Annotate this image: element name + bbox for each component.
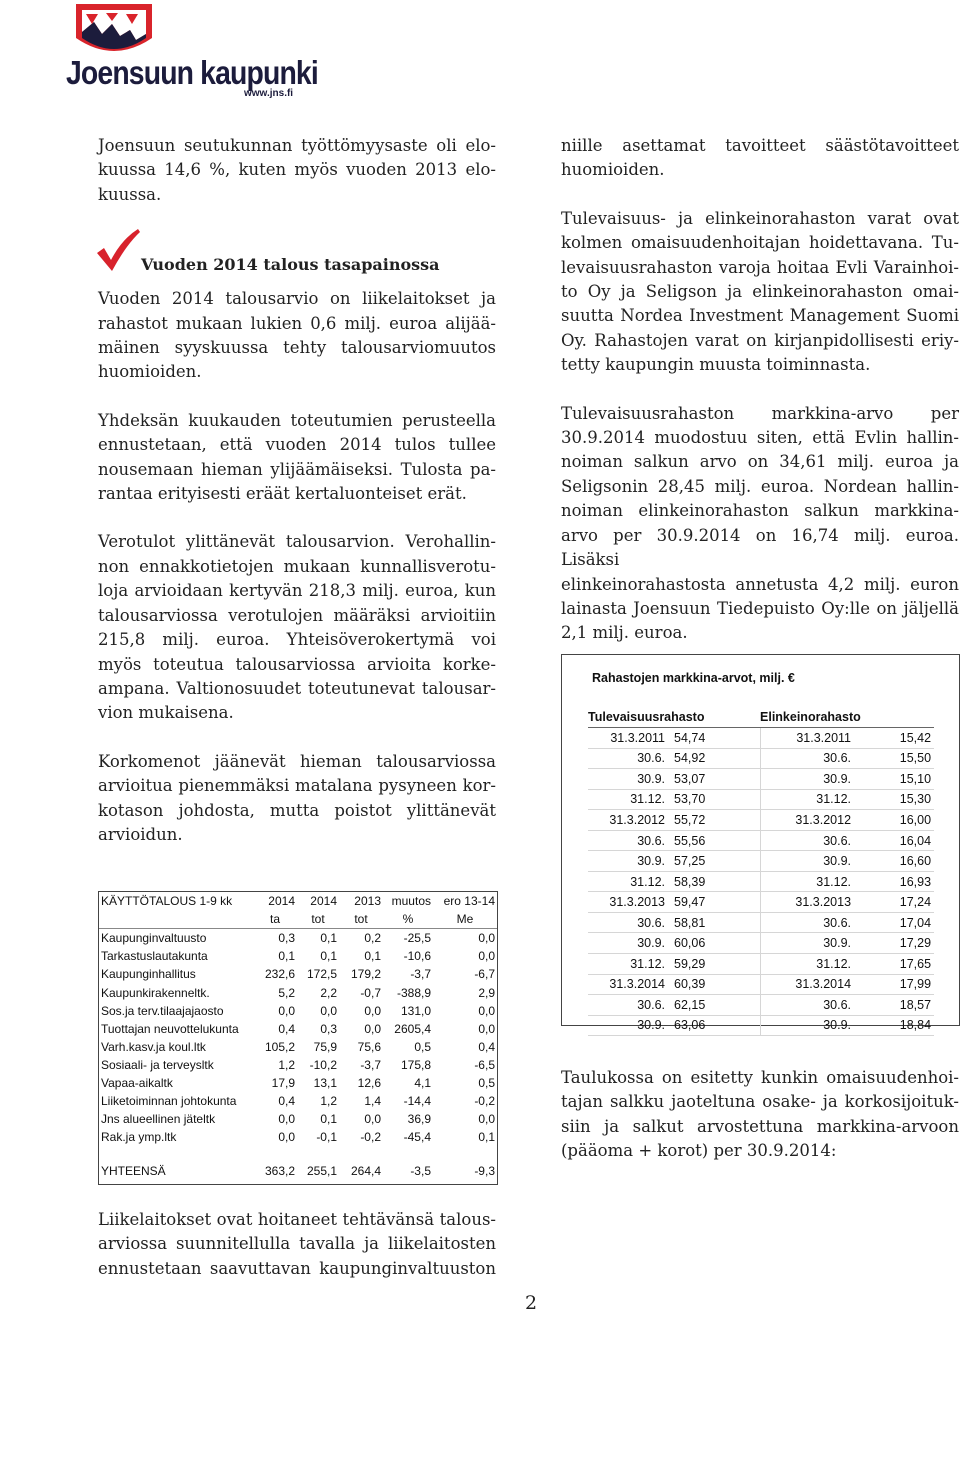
section-heading: Vuoden 2014 talous tasapainossa xyxy=(141,255,440,275)
fund-value: 57,25 xyxy=(668,851,760,872)
row-value: 0,0 xyxy=(364,1003,381,1018)
row-value: 0,1 xyxy=(478,1130,495,1145)
fund-table-row xyxy=(588,912,934,933)
row-value: 131,0 xyxy=(400,1003,431,1018)
fund-table-row xyxy=(588,769,934,790)
row-label: Sos.ja terv.tilaajajaosto xyxy=(101,1003,224,1018)
row-value: 0,0 xyxy=(478,1112,495,1127)
col-header-future-fund: Tulevaisuusrahasto xyxy=(588,707,760,728)
row-value: 36,9 xyxy=(407,1112,431,1127)
checkmark-icon xyxy=(94,227,140,273)
fund-date: 30.9. xyxy=(588,769,668,790)
fund-value: 17,24 xyxy=(854,892,934,913)
fund-date: 31.3.2012 xyxy=(760,810,854,831)
fund-value: 18,57 xyxy=(854,995,934,1016)
row-value: -3,7 xyxy=(410,967,431,982)
row-value: 0,0 xyxy=(478,949,495,964)
fund-value: 18,84 xyxy=(854,1015,934,1036)
row-value: 179,2 xyxy=(350,967,381,982)
fund-table-title: Rahastojen markkina-arvot, milj. € xyxy=(592,671,795,685)
row-value: 172,5 xyxy=(306,967,337,982)
row-value: 0,0 xyxy=(478,1003,495,1018)
fund-value: 17,04 xyxy=(854,912,934,933)
row-value: 0,2 xyxy=(364,931,381,946)
row-value: 0,0 xyxy=(278,1003,295,1018)
fund-date: 30.9. xyxy=(588,851,668,872)
row-value: 0,4 xyxy=(278,1021,295,1036)
row-value: 1,2 xyxy=(278,1057,295,1072)
paragraph-budget: Vuoden 2014 talousarvio on liikelaitokset ja rahastot mukaan lukien 0,6 milj. euroa alijää- mäinen syyskuussa tehty talousarviomuutos huomioiden. xyxy=(98,289,496,382)
fund-value: 16,04 xyxy=(854,830,934,851)
fund-date: 31.3.2011 xyxy=(588,728,668,749)
city-crest-icon xyxy=(76,4,152,60)
paragraph-interest: Korkomenot jäänevät hieman talousarviossa arvioitua pienemmäksi matalana pysyneen kor- kotason johdosta, mutta poistot ylittänevät arvioidun. xyxy=(98,751,496,844)
fund-table-row xyxy=(588,728,934,749)
paragraph-enterprises: Liikelaitokset ovat hoitaneet tehtävänsä talous- arviossa suunnitellulla tavalla ja liikelaitosten ennustetaan saavuttavan kaupunginvaltuuston xyxy=(98,1210,496,1278)
row-label: Kaupunkirakenneltk. xyxy=(101,985,210,1000)
row-value: -10,2 xyxy=(309,1057,337,1072)
fund-value: 62,15 xyxy=(668,995,760,1016)
row-value: 0,3 xyxy=(278,931,295,946)
fund-date: 31.12. xyxy=(760,954,854,975)
row-value: 0,1 xyxy=(320,1112,337,1127)
table-header-row: KÄYTTÖTALOUS 1-9 kk 2014 2014 2013 muutos ero 13-14 xyxy=(101,894,495,909)
row-value: 1,4 xyxy=(364,1094,381,1109)
city-logo xyxy=(66,4,318,100)
fund-value: 58,39 xyxy=(668,871,760,892)
table-row xyxy=(99,983,497,1001)
row-value: 5,2 xyxy=(278,985,295,1000)
row-value: 4,1 xyxy=(414,1075,431,1090)
row-label: Kaupunginvaltuusto xyxy=(101,931,207,946)
table-row xyxy=(99,1002,497,1020)
fund-date: 30.6. xyxy=(760,748,854,769)
paragraph-fund-managers: Tulevaisuus- ja elinkeinorahaston varat ovat kolmen omaisuudenhoitajan hoidettavana. Tu- levaisuusrahaston varoja hoitaa Evli Varainhoi- to Oy ja Seligson ja elinkeinorahaston omai- suutta Nordea Investment Management Suomi Oy. Rahastojen varat on kirjanpidollisesti eriy- tetty kaupungin muusta toiminnasta. xyxy=(561,208,959,375)
row-value: 1,2 xyxy=(320,1094,337,1109)
row-value: 0,1 xyxy=(320,931,337,946)
fund-table-row xyxy=(588,851,934,872)
fund-date: 31.3.2014 xyxy=(760,974,854,995)
row-value: -0,2 xyxy=(360,1130,381,1145)
fund-table-row xyxy=(588,810,934,831)
row-value: -0,1 xyxy=(316,1130,337,1145)
row-value: -10,6 xyxy=(403,949,431,964)
paragraph-savings-targets: niille asettamat tavoitteet säästötavoitteet huomioiden. xyxy=(561,136,959,180)
row-value: 2,9 xyxy=(478,985,495,1000)
fund-value: 15,30 xyxy=(854,789,934,810)
fund-date: 31.3.2012 xyxy=(588,810,668,831)
fund-value: 17,65 xyxy=(854,954,934,975)
paragraph-tax-revenue: Verotulot ylittänevät talousarvion. Verohallin- non ennakkotietojen mukaan kunnallisverotu- loja arvioidaan kertyvän 218,3 milj. euroa, kun talousarviossa verotulojen määräksi arvioitiin 215,8 milj. euroa. Yhteisöverokertymä voi myös toteutua talousarviossa arvioita korke- ampana. Valtionosuudet toteutunevat talousar- vion mukaisena. xyxy=(98,532,496,723)
paragraph-market-value: Tulevaisuusrahaston markkina-arvo per 30.9.2014 muodostuu siten, että Evlin hallin- noiman salkun arvo on 34,61 milj. euroa ja Seligsonin 28,45 milj. euroa. Nordean hallin- noiman elinkeinorahaston salkun markkina- arvo per 30.9.2014 on 16,74 milj. euroa. Lisäksi elinkeinorahastosta annetusta 4,2 milj. euron lainasta Joensuun Tiedepuisto Oy:lle on jäljellä 2,1 milj. euroa. xyxy=(561,403,959,643)
table-row xyxy=(99,1038,497,1056)
row-value: 75,6 xyxy=(357,1039,381,1054)
fund-date: 30.6. xyxy=(760,995,854,1016)
fund-date: 30.9. xyxy=(760,933,854,954)
fund-table-row xyxy=(588,933,934,954)
fund-value: 55,72 xyxy=(668,810,760,831)
row-value: 17,9 xyxy=(271,1075,295,1090)
row-label: Kaupunginhallitus xyxy=(101,967,196,982)
table-row xyxy=(99,929,497,948)
fund-value: 58,81 xyxy=(668,912,760,933)
paragraph-unemployment: Joensuun seutukunnan työttömyysaste oli elo- kuussa 14,6 %, kuten myös vuoden 2013 elo- kuussa. xyxy=(98,136,496,204)
table-row xyxy=(99,947,497,965)
fund-value: 15,10 xyxy=(854,769,934,790)
fund-table-row xyxy=(588,871,934,892)
row-value: -14,4 xyxy=(403,1094,431,1109)
fund-value: 15,42 xyxy=(854,728,934,749)
row-value: 0,1 xyxy=(364,949,381,964)
table-row xyxy=(99,1020,497,1038)
fund-value: 16,93 xyxy=(854,871,934,892)
row-label: Jns alueellinen jäteltk xyxy=(101,1112,216,1127)
row-value: 232,6 xyxy=(264,967,295,982)
operating-economy-table xyxy=(98,891,498,1185)
fund-date: 30.6. xyxy=(588,748,668,769)
fund-date: 31.3.2011 xyxy=(760,728,854,749)
fund-date: 30.6. xyxy=(588,912,668,933)
fund-value: 54,92 xyxy=(668,748,760,769)
row-label: Vapaa-aikaltk xyxy=(101,1075,173,1090)
fund-date: 31.12. xyxy=(588,871,668,892)
logo-url: www.jns.fi xyxy=(244,88,294,99)
row-value: -6,5 xyxy=(474,1057,495,1072)
fund-date: 31.3.2014 xyxy=(588,974,668,995)
row-label: Tarkastuslautakunta xyxy=(101,949,208,964)
fund-table-row xyxy=(588,892,934,913)
row-value: 0,0 xyxy=(278,1130,295,1145)
right-column xyxy=(561,134,959,646)
fund-value: 60,06 xyxy=(668,933,760,954)
paragraph-portfolio-note: Taulukossa on esitetty kunkin omaisuudenhoi- tajan salkku jaoteltuna osake- ja korkosijoituk- siin ja salkut arvostettuna markkina-arvoon (pääoma + korot) per 30.9.2014: xyxy=(561,1068,959,1161)
fund-date: 30.9. xyxy=(760,769,854,790)
row-value: 0,5 xyxy=(414,1039,431,1054)
fund-table-row xyxy=(588,830,934,851)
table-row xyxy=(99,1074,497,1092)
fund-date: 31.12. xyxy=(588,789,668,810)
fund-table-row xyxy=(588,748,934,769)
row-value: -0,7 xyxy=(360,985,381,1000)
fund-date: 31.12. xyxy=(760,789,854,810)
fund-date: 31.3.2013 xyxy=(760,892,854,913)
fund-value: 60,39 xyxy=(668,974,760,995)
fund-value: 15,50 xyxy=(854,748,934,769)
row-value: -6,7 xyxy=(474,967,495,982)
fund-date: 30.9. xyxy=(588,1015,668,1036)
row-value: -25,5 xyxy=(403,931,431,946)
page-number: 2 xyxy=(525,1292,538,1314)
table-row xyxy=(99,1092,497,1110)
paragraph-forecast: Yhdeksän kuukauden toteutumien perusteella ennustetaan, että vuoden 2014 tulos tullee nousemaan hieman ylijäämäiseksi. Tulosta pa- rantaa erityisesti eräät kertaluonteiset erät. xyxy=(98,410,496,504)
row-value: 0,4 xyxy=(278,1094,295,1109)
fund-date: 30.9. xyxy=(588,933,668,954)
fund-date: 30.9. xyxy=(760,1015,854,1036)
fund-date: 30.9. xyxy=(760,851,854,872)
row-value: -45,4 xyxy=(403,1130,431,1145)
table-row xyxy=(99,1128,497,1146)
fund-value: 59,29 xyxy=(668,954,760,975)
fund-value: 53,07 xyxy=(668,769,760,790)
row-label: Liiketoiminnan johtokunta xyxy=(101,1094,237,1109)
table-subheader-row: ta tot tot % Me xyxy=(99,910,497,929)
row-value: 0,5 xyxy=(478,1075,495,1090)
fund-value: 54,74 xyxy=(668,728,760,749)
fund-table-header xyxy=(588,707,934,728)
fund-value: 16,00 xyxy=(854,810,934,831)
fund-date: 30.6. xyxy=(588,995,668,1016)
fund-table-row xyxy=(588,1015,934,1036)
row-value: 0,3 xyxy=(320,1021,337,1036)
fund-date: 30.6. xyxy=(588,830,668,851)
row-value: 0,0 xyxy=(364,1112,381,1127)
fund-table-row xyxy=(588,789,934,810)
fund-date: 31.12. xyxy=(760,871,854,892)
row-value: 0,0 xyxy=(364,1021,381,1036)
fund-value: 59,47 xyxy=(668,892,760,913)
fund-table-row xyxy=(588,995,934,1016)
row-value: 75,9 xyxy=(313,1039,337,1054)
row-value: 0,0 xyxy=(278,1112,295,1127)
left-column xyxy=(98,134,496,847)
fund-value: 55,56 xyxy=(668,830,760,851)
fund-value: 53,70 xyxy=(668,789,760,810)
row-value: 0,0 xyxy=(478,931,495,946)
fund-value: 17,29 xyxy=(854,933,934,954)
table-row xyxy=(99,1056,497,1074)
fund-value: 63,06 xyxy=(668,1015,760,1036)
row-value: 0,1 xyxy=(278,949,295,964)
row-value: 0,4 xyxy=(478,1039,495,1054)
row-label: Varh.kasv.ja koul.ltk xyxy=(101,1039,206,1054)
row-value: 0,0 xyxy=(320,1003,337,1018)
row-value: 12,6 xyxy=(357,1075,381,1090)
row-value: 2605,4 xyxy=(394,1021,431,1036)
row-value: 105,2 xyxy=(264,1039,295,1054)
row-value: -3,7 xyxy=(360,1057,381,1072)
table-row xyxy=(99,965,497,983)
table-total-row: YHTEENSÄ 363,2 255,1 264,4 -3,5 -9,3 xyxy=(101,1164,495,1179)
fund-market-values-table xyxy=(561,654,960,1033)
row-value: 0,0 xyxy=(478,1021,495,1036)
fund-table-row xyxy=(588,954,934,975)
row-value: 13,1 xyxy=(313,1075,337,1090)
row-value: -388,9 xyxy=(396,985,431,1000)
fund-date: 31.12. xyxy=(588,954,668,975)
fund-date: 31.3.2013 xyxy=(588,892,668,913)
row-value: 0,1 xyxy=(320,949,337,964)
fund-date: 30.6. xyxy=(760,912,854,933)
fund-value: 17,99 xyxy=(854,974,934,995)
col-header-business-fund: Elinkeinorahasto xyxy=(760,707,934,728)
section-heading-row xyxy=(98,237,496,281)
row-label: Rak.ja ymp.ltk xyxy=(101,1130,177,1145)
row-value: 175,8 xyxy=(400,1057,431,1072)
fund-value: 16,60 xyxy=(854,851,934,872)
fund-table-row xyxy=(588,974,934,995)
table-row xyxy=(99,1110,497,1128)
row-value: 2,2 xyxy=(320,985,337,1000)
row-value: -0,2 xyxy=(474,1094,495,1109)
row-label: Sosiaali- ja terveysltk xyxy=(101,1057,214,1072)
row-label: Tuottajan neuvottelukunta xyxy=(101,1021,239,1036)
logo-wordmark: Joensuun kaupunki xyxy=(66,54,318,91)
fund-date: 30.6. xyxy=(760,830,854,851)
